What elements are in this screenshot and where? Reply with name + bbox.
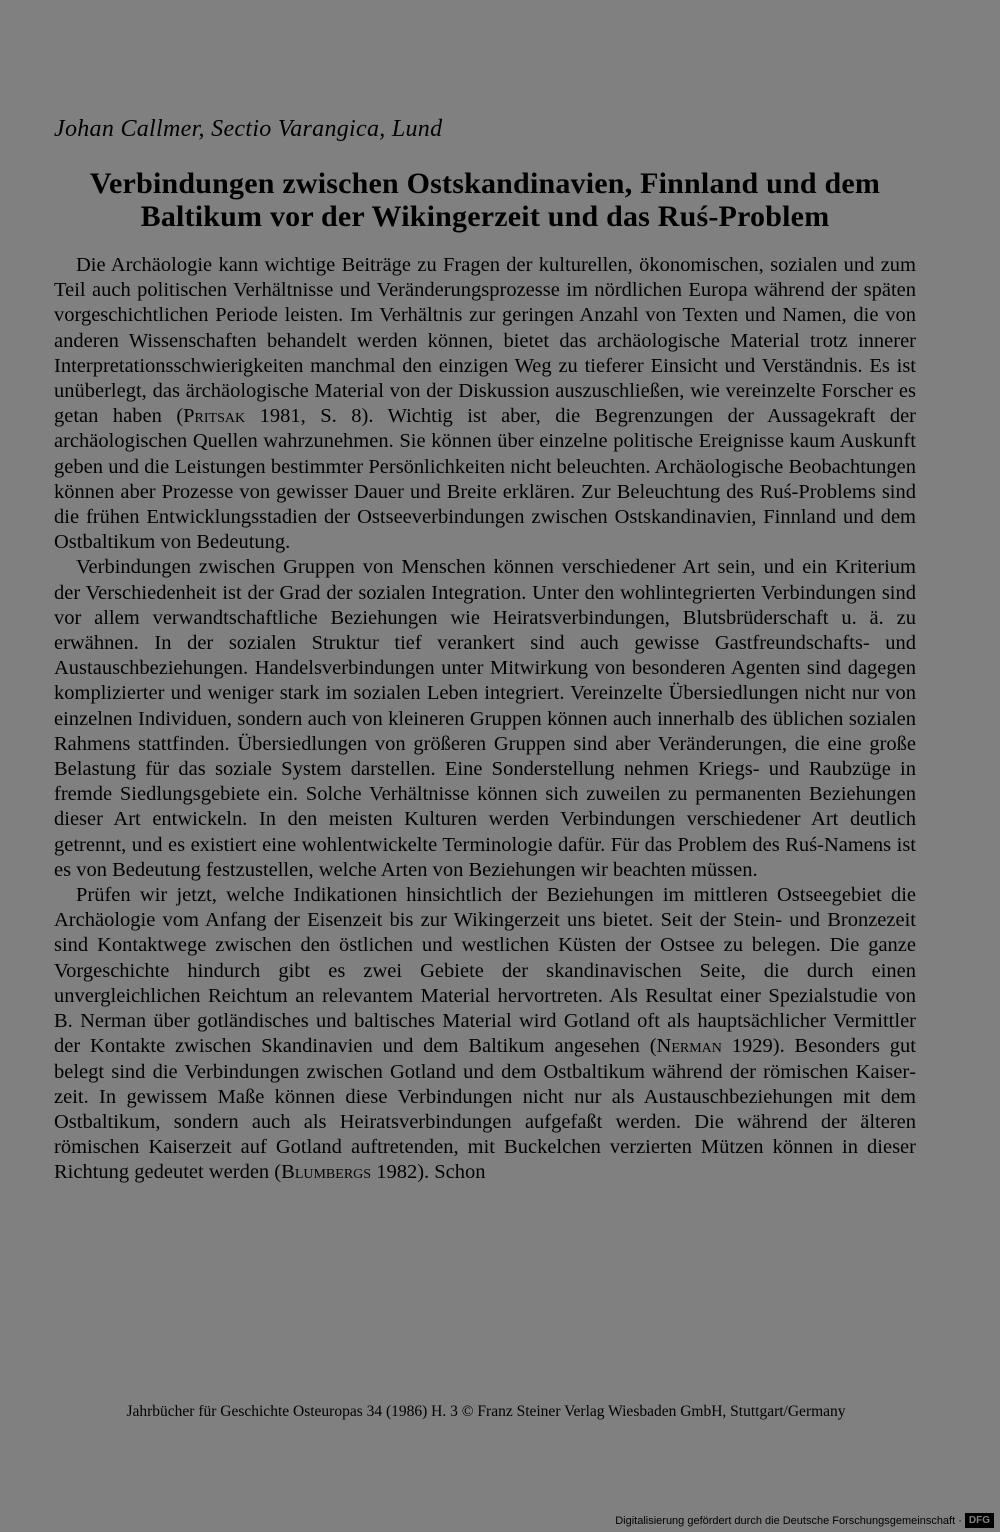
paragraph: Verbindungen zwischen Gruppen von Menschen können verschiedener Art sein, und ein Kriterium der Verschiedenheit ist der Grad der sozialen Integration. Unter den wohlintegrierten Verbindungen sind vor allem verwandtschaftliche Beziehungen wie Heiratsverbindungen, Blutsbrüderschaft u. ä. zu erwähnen. In der sozialen Struktur tief verankert sind auch gewisse Gastfreundschafts- und Austauschbeziehungen. Handelsverbindungen unter Mitwirkung von besonderen Agenten sind dagegen komplizierter und weniger stark im sozialen Leben integriert. Vereinzelte Übersiedlungen nicht nur von einzelnen Individuen, sondern auch von kleineren Gruppen können auch innerhalb des üblichen sozialen Rahmens stattfinden. Übersiedlungen von größeren Gruppen sind aber Veränderungen, die eine große Belastung für das soziale System darstellen. Eine Sonderstellung nehmen Kriegs- und Raubzüge in fremde Siedlungsgebiete ein. Solche Verhältnisse können sich zuweilen zu permanenten Beziehungen dieser Art entwickeln. In den meisten Kulturen werden Verbindungen verschiedener Art deutlich getrennt, und es existiert eine wohlentwickelte Terminologie dafür. Für das Problem des Ruś-Namens ist es von Bedeutung festzustellen, welche Arten von Beziehungen wir beachten müssen. (54, 556, 916, 881)
paragraph (54, 883, 916, 1185)
dfg-credit (615, 1513, 994, 1528)
citation-author: Blumbergs (281, 1161, 372, 1184)
journal-footer: Jahrbücher für Geschichte Osteuropas 34 (1986) H. 3 © Franz Steiner Verlag Wiesbaden GmbH, Stuttgart/Germany (126, 1403, 846, 1420)
author-line: Johan Callmer, Sectio Varangica, Lund (54, 116, 443, 142)
paragraph-text: Prüfen wir jetzt, welche Indikationen hinsichtlich der Beziehungen im mittleren Ostseegebiet die Archäologie vom Anfang der Eisenzeit bis zur Wikingerzeit uns bietet. Seit der Stein- und Bronzezeit sind Kontaktwege zwischen den östlichen und westlichen Küsten der Ostsee zu belegen. Die ganze Vorgeschichte hindurch gibt es zwei Gebiete der skandinavischen Seite, die durch einen unvergleichlichen Reichtum an relevantem Material hervortreten. Als Resultat einer Spezialstudie von B. Nerman über gotländisches und baltisches Material wird Gotland oft als hauptsächlicher Vermittler der Kontakte zwischen Skandinavien und dem Baltikum angesehen ( (54, 884, 916, 1058)
citation-author: Nerman (656, 1035, 722, 1058)
paragraph (54, 253, 916, 555)
dfg-logo-icon: DFG (965, 1513, 994, 1528)
paragraph-text: 1981, S. 8). Wichtig ist aber, die Begrenzungen der Aussagekraft der archäologischen Quellen wahrzunehmen. Sie können über einzelne politische Ereignisse kaum Auskunft geben und die Leistungen bestimmter Persönlichkeiten nicht beleuchten. Archäologische Beobachtungen können aber Prozesse von gewisser Dauer und Breite erklären. Zur Beleuchtung des Ruś-Problems sind die frühen Entwicklungsstadien der Ostseeverbindungen zwischen Ostskandinavien, Finnland und dem Ostbaltikum von Bedeutung. (54, 405, 916, 554)
article-title: Verbindungen zwischen Ostskandinavien, Finnland und dem Baltikum vor der Wikingerzeit und das Ruś-Problem (89, 167, 881, 233)
article-body (54, 253, 916, 1186)
paragraph-text: 1982). Schon (371, 1161, 486, 1184)
paragraph-text: 1929). Besonders gut belegt sind die Verbindungen zwischen Gotland und dem Ostbaltikum während der römischen Kaiserzeit. In gewissem Maße können diese Verbindungen nicht nur als Austauschbeziehungen mit dem Ostbaltikum, sondern auch als Heiratsverbindungen aufgefaßt werden. Die während der älteren römischen Kaiserzeit auf Gotland auftretenden, mit Buckelchen verzierten Mützen können in dieser Richtung gedeutet werden ( (54, 1035, 916, 1184)
dfg-credit-text: Digitalisierung gefördert durch die Deutsche Forschungsgemeinschaft · (615, 1514, 962, 1527)
citation-author: Pritsak (183, 405, 246, 428)
paragraph-text: Die Archäologie kann wichtige Beiträge zu Fragen der kulturellen, ökonomischen, sozialen und zum Teil auch politischen Verhältnisse und Veränderungsprozesse im nördlichen Europa während der späten vorgeschichtlichen Periode leisten. Im Verhältnis zur geringen Anzahl von Texten und Namen, die von anderen Wissenschaften behandelt werden können, bietet das archäologische Material trotz innerer Interpretationsschwierigkeiten manchmal den einzigen Weg zu tieferer Einsicht und Verständnis. Es ist unüberlegt, das ärchäologische Material von der Diskussion auszuschließen, wie vereinzelte Forscher es getan haben ( (54, 254, 916, 428)
